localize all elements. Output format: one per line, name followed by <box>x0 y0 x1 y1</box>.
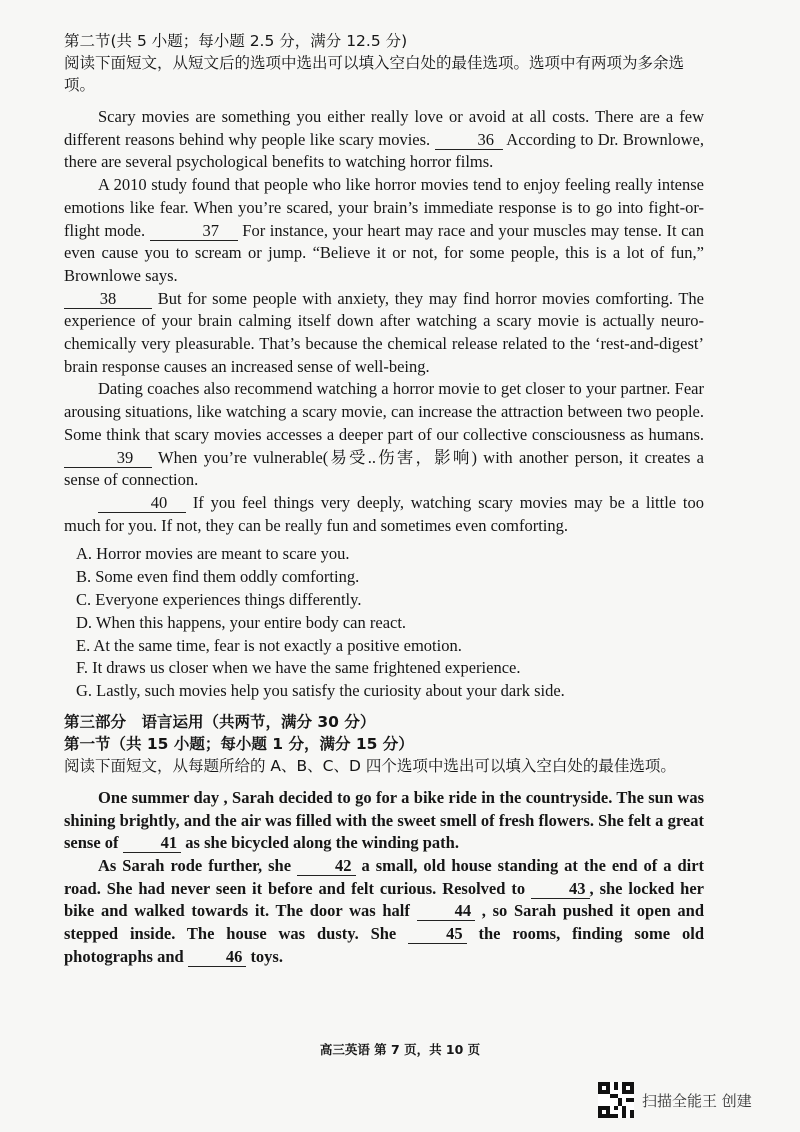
option-f: F. It draws us closer when we have the same frightened experience. <box>76 658 521 678</box>
scanner-watermark <box>598 1082 752 1118</box>
blank-44: 44 <box>417 902 476 921</box>
blank-43: 43 <box>531 880 590 899</box>
passage2-paragraph-2: As Sarah rode further, she 42 a small, old house standing at the end of a dirt road. She had never seen it before and felt curious. Resolved to 43 , she locked her bike and walked towards it. The door was half 44 , so Sarah pushed it open and stepped inside. The house was dusty. She 45 the rooms, finding some old photographs and 46 toys. <box>64 856 705 966</box>
blank-42: 42 <box>297 857 356 876</box>
part3-instruction: 阅读下面短文，从每题所给的 A、B、C、D 四个选项中选出可以填入空白处的最佳选项。 <box>64 756 676 775</box>
passage1-paragraph-2: A 2010 study found that people who like horror movies tend to enjoy feeling really intense emotions like fear. When you’re scared, your brain’s immediate response is to go into fight-or-flight mode. 37 For instance, your heart may race and your muscles may tense. It can even cause you to scream or jump. “Believe it or not, for some people, this is a lot of fun,” Brownlowe says. <box>64 175 705 285</box>
passage2-paragraph-1: One summer day , Sarah decided to go for a bike ride in the countryside. The sun was shining brightly, and the air was filled with the sweet smell of fresh flowers. She felt a great sense of 41 as she bicycled along the winding path. <box>64 787 704 853</box>
part3-sub-heading: 第一节（共 15 小题；每小题 1 分，满分 15 分） <box>64 734 414 753</box>
blank-38: 38 <box>64 290 152 309</box>
page-footer: 高三英语 第 7 页，共 10 页 <box>319 1042 481 1057</box>
passage1-paragraph-3: 38 But for some people with anxiety, they may find horror movies comforting. The experience of your brain calming itself down after watching a scary movie is actually neuro-chemically very pleasurable. That’s because the chemical release related to the ‘rest-and-digest’ brain response causes an increased sense of well-being. <box>64 288 704 376</box>
option-d: D. When this happens, your entire body can react. <box>76 612 407 632</box>
option-g: G. Lastly, such movies help you satisfy the curiosity about your dark side. <box>76 681 565 701</box>
option-e: E. At the same time, fear is not exactly a positive emotion. <box>76 635 462 655</box>
section2-heading: 第二节(共 5 小题；每小题 2.5 分，满分 12.5 分) <box>64 32 408 50</box>
section2-instruction: 阅读下面短文，从短文后的选项中选出可以填入空白处的最佳选项。选项中有两项为多余选项。 <box>64 54 685 94</box>
blank-45: 45 <box>408 925 467 944</box>
blank-37: 37 <box>150 222 238 241</box>
qr-code-icon <box>598 1082 634 1118</box>
blank-36: 36 <box>435 131 503 150</box>
option-a: A. Horror movies are meant to scare you. <box>76 544 350 564</box>
passage1-paragraph-1: Scary movies are something you either really love or avoid at all costs. There are a few different reasons behind why people like scary movies. 36 According to Dr. Brownlowe, there are several psychological benefits to watching horror films. <box>64 107 705 172</box>
part3-heading: 第三部分 语言运用（共两节，满分 30 分） <box>64 712 376 731</box>
blank-41: 41 <box>123 834 182 853</box>
option-list <box>76 543 704 703</box>
blank-46: 46 <box>188 948 247 967</box>
scanner-label: 扫描全能王 创建 <box>642 1091 752 1110</box>
option-b: B. Some even find them oddly comforting. <box>76 567 360 587</box>
passage1-paragraph-5: 40 If you feel things very deeply, watching scary movies may be a little too much for you. If not, they can be really fun and sometimes even comforting. <box>64 492 705 535</box>
blank-39: 39 <box>64 449 152 468</box>
passage1-paragraph-4: Dating coaches also recommend watching a horror movie to get closer to your partner. Fear arousing situations, like watching a scary movie, can increase the attraction between two people. Some think that scary movies accesses a deeper part of our collective consciousness as humans. 39 When you’re vulnerable(易受..伤害，影响) with another person, it creates a sense of connection. <box>64 379 705 490</box>
option-c: C. Everyone experiences things differently. <box>76 589 362 609</box>
blank-40: 40 <box>98 494 186 513</box>
exam-page <box>64 30 704 969</box>
